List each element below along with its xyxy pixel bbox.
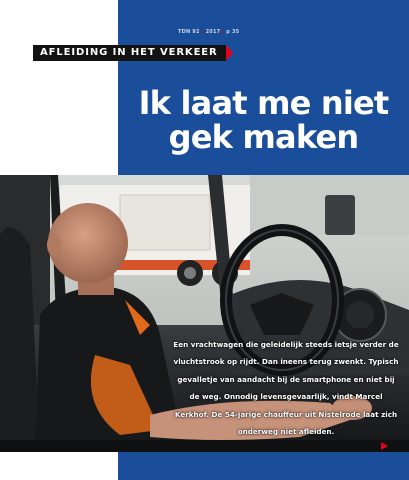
meta-separator: | xyxy=(201,29,204,35)
end-marker-icon xyxy=(381,442,388,450)
intro-text: Een vrachtwagen die geleidelijk steeds ietsje verder de vluchtstrook op rijdt. Dan ineens terug zwenkt. Typisch gevalletje van aandacht bij de smartphone en niet bij de weg. Onnodig levensgevaarlijk, vindt Marcel Kerkhof. De 54-jarige chauffeur uit Nistelrode laat zich onderweg niet afleiden. xyxy=(173,340,399,437)
issue-date: 2017 xyxy=(205,29,221,35)
section-tag-arrow-icon xyxy=(226,45,233,61)
headline xyxy=(118,86,409,154)
section-tag-label: AFLEIDING IN HET VERKEER xyxy=(40,47,218,58)
page-meta xyxy=(178,29,239,35)
meta-separator: | xyxy=(222,29,225,35)
headline-line-1: Ik laat me niet xyxy=(138,84,389,122)
magazine-issue: TDN 92 xyxy=(178,29,200,35)
page-number: p 35 xyxy=(226,29,240,35)
page-margin xyxy=(0,0,118,175)
section-tag xyxy=(33,45,226,61)
footer-band xyxy=(118,452,409,480)
headline-line-2: gek maken xyxy=(168,118,359,156)
